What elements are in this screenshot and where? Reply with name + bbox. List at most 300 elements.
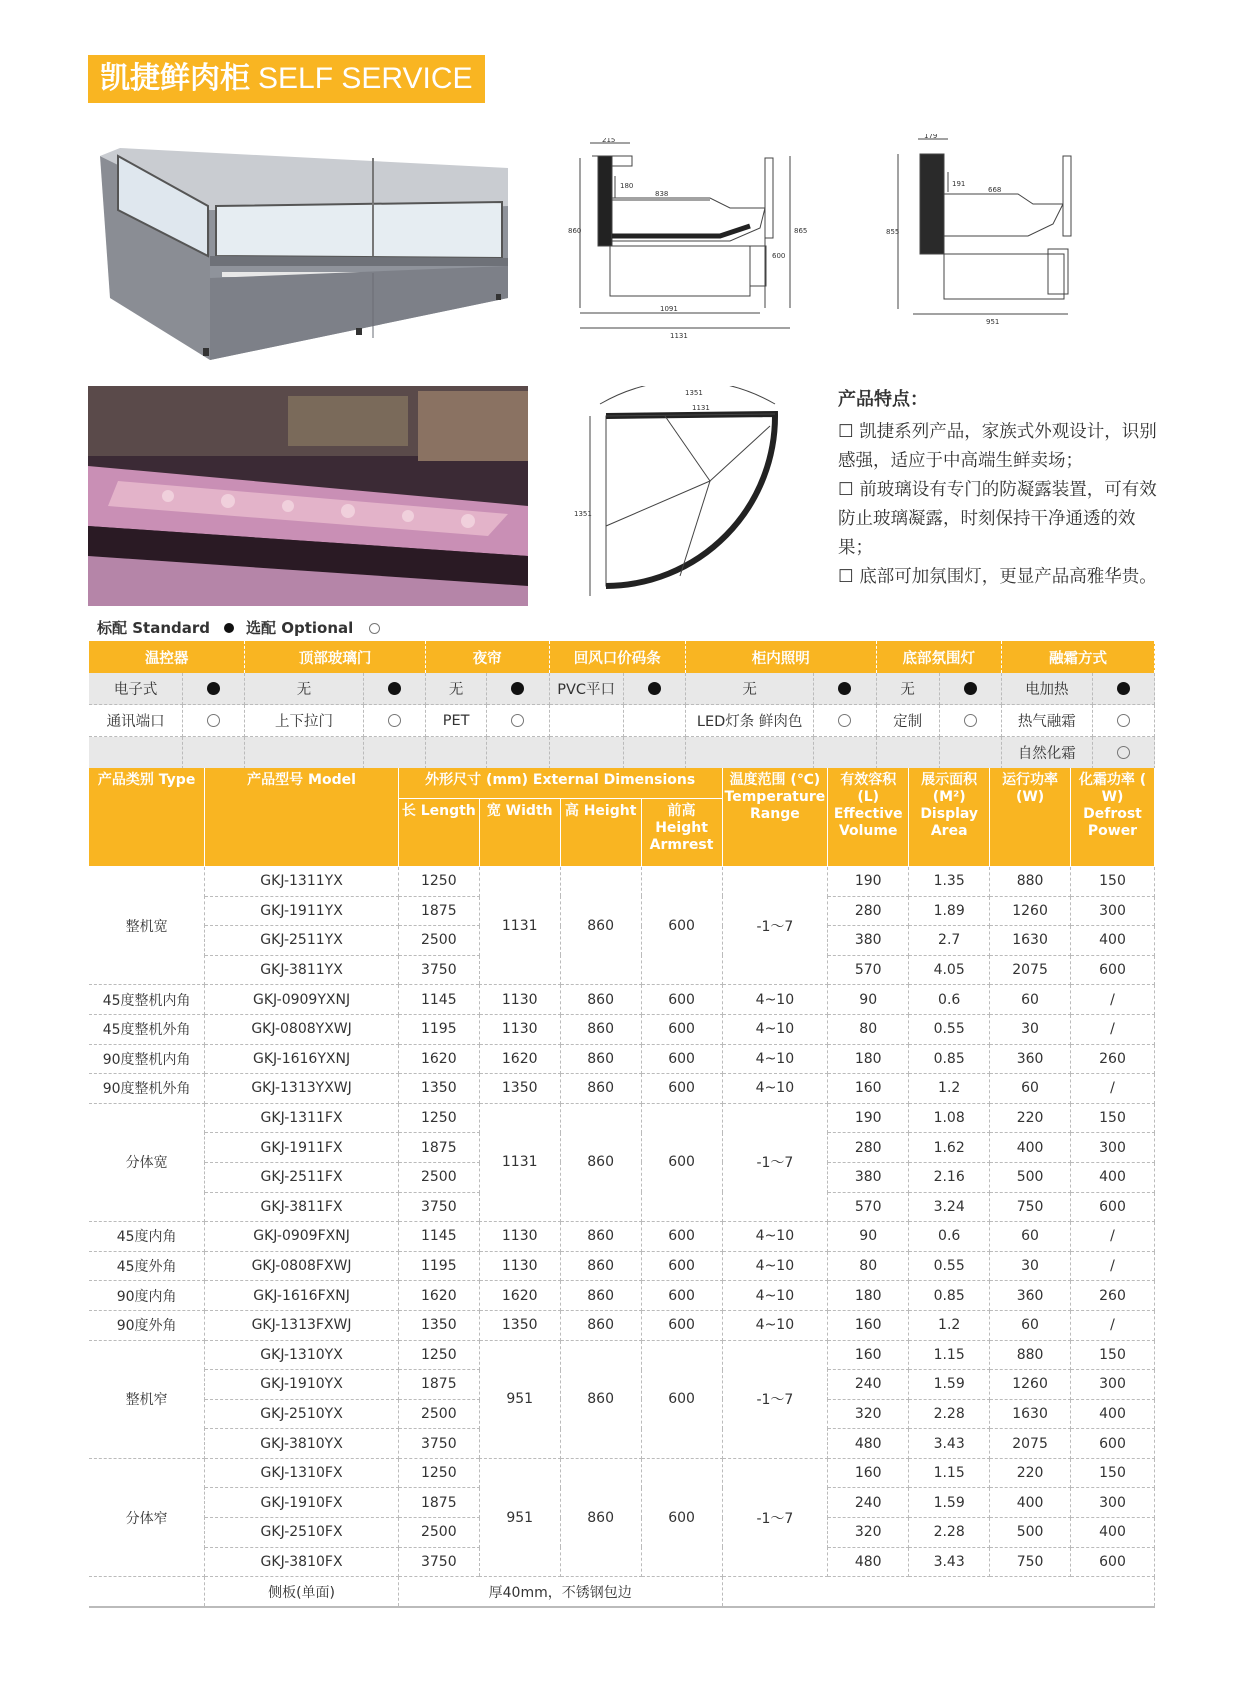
cell-volume: 380: [828, 1162, 909, 1192]
section-drawing-narrow: [868, 134, 1118, 339]
page-title: [88, 55, 485, 103]
cell-height: 860: [560, 1044, 641, 1074]
cell-model: GKJ-3811FX: [205, 1192, 399, 1222]
optional-dot-icon: [511, 714, 524, 727]
cell-armrest: 600: [641, 985, 722, 1015]
col-header-height: 高 Height: [560, 799, 641, 867]
cell-temp: -1～7: [722, 1458, 828, 1576]
cell-model: GKJ-2511FX: [205, 1162, 399, 1192]
col-header-defrost: 化霜功率 ( W) Defrost Power: [1070, 768, 1154, 867]
cell-temp: -1～7: [722, 1340, 828, 1458]
cell-power: 750: [990, 1192, 1071, 1222]
cell-power: 1630: [990, 926, 1071, 956]
cell-footer-value: 厚40mm，不锈钢包边: [398, 1577, 722, 1607]
cell-blank: [89, 1577, 205, 1607]
cell-armrest: 600: [641, 1251, 722, 1281]
cell-width: 1620: [479, 1281, 560, 1311]
cell-model: GKJ-1310FX: [205, 1458, 399, 1488]
cell-length: 1195: [398, 1251, 479, 1281]
option-value: LED灯条 鲜肉色: [685, 705, 813, 737]
cell-length: 2500: [398, 1399, 479, 1429]
cell-armrest: 600: [641, 1281, 722, 1311]
cell-width: 1350: [479, 1074, 560, 1104]
cell-height: 860: [560, 1281, 641, 1311]
cell-area: 0.55: [909, 1251, 990, 1281]
option-value: 无: [685, 673, 813, 705]
cell-area: 1.2: [909, 1310, 990, 1340]
cell-model: GKJ-0909YXNJ: [205, 985, 399, 1015]
cell-defrost: 150: [1070, 1458, 1154, 1488]
option-marker: [487, 705, 549, 737]
dim-label: 179: [924, 134, 938, 140]
cell-volume: 280: [828, 896, 909, 926]
option-header: 夜帘: [425, 641, 549, 673]
option-marker: [183, 737, 245, 769]
cell-armrest: 600: [641, 1458, 722, 1576]
option-value: 无: [425, 673, 486, 705]
option-marker: [363, 673, 425, 705]
cell-defrost: 150: [1070, 867, 1154, 897]
legend: [97, 617, 380, 638]
table-row-footer: [89, 1577, 1155, 1607]
cell-power: 30: [990, 1251, 1071, 1281]
col-header-width: 宽 Width: [479, 799, 560, 867]
cell-area: 3.24: [909, 1192, 990, 1222]
dim-label: 865: [794, 227, 808, 235]
cell-power: 60: [990, 985, 1071, 1015]
cell-type: 90度整机外角: [89, 1074, 205, 1104]
col-header-type: 产品类别 Type: [89, 768, 205, 867]
cell-power: 880: [990, 867, 1071, 897]
cell-defrost: 600: [1070, 1547, 1154, 1577]
cell-length: 3750: [398, 1192, 479, 1222]
cell-area: 2.16: [909, 1162, 990, 1192]
cell-height: 860: [560, 985, 641, 1015]
cell-volume: 80: [828, 1251, 909, 1281]
cell-width: 1620: [479, 1044, 560, 1074]
standard-dot-icon: [1117, 682, 1130, 695]
cell-volume: 80: [828, 1014, 909, 1044]
cell-defrost: 150: [1070, 1103, 1154, 1133]
table-row: [89, 1014, 1155, 1044]
option-value: 自然化霜: [1001, 737, 1092, 769]
cell-width: 1131: [479, 1103, 560, 1221]
legend-optional-label: 选配 Optional: [246, 619, 354, 637]
cell-defrost: 400: [1070, 926, 1154, 956]
cell-area: 1.59: [909, 1370, 990, 1400]
dim-label: 1131: [670, 332, 688, 340]
cell-length: 1350: [398, 1310, 479, 1340]
cell-armrest: 600: [641, 1044, 722, 1074]
cell-power: 750: [990, 1547, 1071, 1577]
table-row: [89, 1281, 1155, 1311]
option-marker: [183, 673, 245, 705]
cell-model: GKJ-1313FXWJ: [205, 1310, 399, 1340]
dim-label: 215: [602, 138, 616, 144]
cell-temp: -1～7: [722, 1103, 828, 1221]
option-header: 温控器: [89, 641, 245, 673]
cell-area: 0.85: [909, 1044, 990, 1074]
cell-defrost: 300: [1070, 1370, 1154, 1400]
hollow-dot-icon: [369, 623, 380, 634]
cell-length: 1875: [398, 1133, 479, 1163]
cell-volume: 280: [828, 1133, 909, 1163]
cell-height: 860: [560, 1074, 641, 1104]
cell-volume: 380: [828, 926, 909, 956]
cell-power: 360: [990, 1044, 1071, 1074]
cell-model: GKJ-1310YX: [205, 1340, 399, 1370]
optional-dot-icon: [207, 714, 220, 727]
cell-volume: 180: [828, 1281, 909, 1311]
cell-volume: 240: [828, 1488, 909, 1518]
cell-area: 0.6: [909, 985, 990, 1015]
col-header-armrest: 前高 Height Armrest: [641, 799, 722, 867]
cell-defrost: /: [1070, 1222, 1154, 1252]
cell-power: 1630: [990, 1399, 1071, 1429]
option-header: 融霜方式: [1001, 641, 1154, 673]
cell-defrost: 400: [1070, 1162, 1154, 1192]
optional-dot-icon: [964, 714, 977, 727]
col-header-power: 运行功率 (W): [990, 768, 1071, 867]
option-value: [549, 737, 623, 769]
option-value: [245, 737, 363, 769]
standard-dot-icon: [648, 682, 661, 695]
option-row: [89, 705, 1155, 737]
table-row: [89, 1103, 1155, 1133]
cell-width: 1130: [479, 985, 560, 1015]
cell-width: 1130: [479, 1014, 560, 1044]
cell-defrost: /: [1070, 1310, 1154, 1340]
option-row: [89, 673, 1155, 705]
cell-volume: 190: [828, 867, 909, 897]
option-marker: [1092, 705, 1154, 737]
option-marker: [814, 737, 876, 769]
cell-armrest: 600: [641, 1074, 722, 1104]
cell-temp: 4~10: [722, 1281, 828, 1311]
cell-armrest: 600: [641, 1310, 722, 1340]
table-row: [89, 1310, 1155, 1340]
filled-dot-icon: [224, 623, 234, 633]
cell-area: 0.85: [909, 1281, 990, 1311]
dim-label: 1131: [692, 404, 710, 412]
dim-label: 838: [655, 190, 669, 198]
cell-model: GKJ-1313YXWJ: [205, 1074, 399, 1104]
cell-volume: 160: [828, 1074, 909, 1104]
option-marker: [183, 705, 245, 737]
cell-armrest: 600: [641, 1103, 722, 1221]
cell-model: GKJ-0808FXWJ: [205, 1251, 399, 1281]
cell-model: GKJ-1311FX: [205, 1103, 399, 1133]
option-value: [89, 737, 183, 769]
option-marker: [363, 737, 425, 769]
cell-height: 860: [560, 1014, 641, 1044]
cell-volume: 90: [828, 1222, 909, 1252]
col-header-length: 长 Length: [398, 799, 479, 867]
option-value: PET: [425, 705, 486, 737]
cell-volume: 570: [828, 1192, 909, 1222]
cell-width: 1350: [479, 1310, 560, 1340]
table-row: [89, 1251, 1155, 1281]
cell-power: 500: [990, 1518, 1071, 1548]
cell-length: 1250: [398, 1103, 479, 1133]
cell-power: 360: [990, 1281, 1071, 1311]
cell-model: GKJ-1910YX: [205, 1370, 399, 1400]
cell-type: 45度整机外角: [89, 1014, 205, 1044]
cell-model: GKJ-2511YX: [205, 926, 399, 956]
cell-model: GKJ-1911FX: [205, 1133, 399, 1163]
cell-power: 500: [990, 1162, 1071, 1192]
option-header: 顶部玻璃门: [245, 641, 425, 673]
col-header-volume: 有效容积 (L) Effective Volume: [828, 768, 909, 867]
dim-label: 600: [772, 252, 786, 260]
cell-model: GKJ-3810YX: [205, 1429, 399, 1459]
cell-width: 951: [479, 1340, 560, 1458]
cell-area: 2.28: [909, 1518, 990, 1548]
dim-label: 1091: [660, 305, 678, 313]
cell-type: 90度整机内角: [89, 1044, 205, 1074]
cell-width: 1130: [479, 1251, 560, 1281]
cell-type: 45度整机内角: [89, 985, 205, 1015]
features-title: 产品特点：: [838, 389, 928, 410]
standard-dot-icon: [388, 682, 401, 695]
cell-area: 1.62: [909, 1133, 990, 1163]
cell-power: 220: [990, 1458, 1071, 1488]
cell-model: GKJ-1910FX: [205, 1488, 399, 1518]
cell-height: 860: [560, 1310, 641, 1340]
option-value: 定制: [876, 705, 939, 737]
cell-height: 860: [560, 1458, 641, 1576]
cell-power: 400: [990, 1133, 1071, 1163]
cell-temp: 4~10: [722, 985, 828, 1015]
cell-power: 30: [990, 1014, 1071, 1044]
cell-footer-label: 侧板(单面): [205, 1577, 399, 1607]
cell-area: 0.6: [909, 1222, 990, 1252]
cell-type: 整机宽: [89, 867, 205, 985]
option-marker: [814, 673, 876, 705]
optional-dot-icon: [1117, 714, 1130, 727]
option-value: [876, 737, 939, 769]
cell-model: GKJ-1311YX: [205, 867, 399, 897]
standard-dot-icon: [838, 682, 851, 695]
table-row: [89, 985, 1155, 1015]
cell-length: 1875: [398, 896, 479, 926]
cell-height: 860: [560, 1340, 641, 1458]
table-row: [89, 1074, 1155, 1104]
dim-label: 855: [886, 228, 900, 236]
cell-width: 951: [479, 1458, 560, 1576]
cell-power: 220: [990, 1103, 1071, 1133]
cell-defrost: 300: [1070, 1488, 1154, 1518]
corner-plan-drawing: [570, 386, 785, 601]
cell-length: 1195: [398, 1014, 479, 1044]
store-photo: [88, 386, 528, 606]
option-value: [685, 737, 813, 769]
cell-volume: 160: [828, 1340, 909, 1370]
cell-model: GKJ-0909FXNJ: [205, 1222, 399, 1252]
cell-volume: 480: [828, 1547, 909, 1577]
cell-area: 3.43: [909, 1547, 990, 1577]
cell-defrost: 400: [1070, 1399, 1154, 1429]
cell-height: 860: [560, 1251, 641, 1281]
cell-defrost: /: [1070, 1251, 1154, 1281]
option-value: 上下拉门: [245, 705, 363, 737]
table-row: [89, 1340, 1155, 1370]
dim-label: 1351: [685, 389, 703, 397]
option-marker: [1092, 737, 1154, 769]
feature-item: ☐ 凯捷系列产品，家族式外观设计，识别感强，适应于中高端生鲜卖场；: [838, 422, 1157, 471]
feature-item: ☐ 底部可加氛围灯，更显产品高雅华贵。: [838, 567, 1157, 587]
dim-label: 668: [988, 186, 1002, 194]
option-value: 通讯端口: [89, 705, 183, 737]
cell-defrost: 260: [1070, 1281, 1154, 1311]
dim-label: 951: [986, 318, 1000, 326]
option-value: 热气融霜: [1001, 705, 1092, 737]
cell-armrest: 600: [641, 867, 722, 985]
cell-height: 860: [560, 867, 641, 985]
cell-area: 2.7: [909, 926, 990, 956]
cell-model: GKJ-3810FX: [205, 1547, 399, 1577]
option-value: [425, 737, 486, 769]
cell-power: 880: [990, 1340, 1071, 1370]
table-row: [89, 1044, 1155, 1074]
cell-temp: 4~10: [722, 1014, 828, 1044]
cell-length: 1875: [398, 1488, 479, 1518]
cell-width: 1130: [479, 1222, 560, 1252]
option-marker: [623, 673, 685, 705]
option-value: PVC平口: [549, 673, 623, 705]
cell-model: GKJ-2510YX: [205, 1399, 399, 1429]
cell-length: 3750: [398, 955, 479, 985]
optional-dot-icon: [1117, 746, 1130, 759]
table-row: [89, 1458, 1155, 1488]
option-marker: [487, 737, 549, 769]
product-features: [838, 385, 1168, 592]
cell-area: 1.15: [909, 1340, 990, 1370]
option-header: 回风口价码条: [549, 641, 685, 673]
option-row: [89, 737, 1155, 769]
cell-area: 2.28: [909, 1399, 990, 1429]
dim-label: 860: [568, 227, 582, 235]
cell-length: 2500: [398, 1162, 479, 1192]
cell-length: 1350: [398, 1074, 479, 1104]
option-value: 电子式: [89, 673, 183, 705]
cell-defrost: 300: [1070, 1133, 1154, 1163]
cell-area: 1.35: [909, 867, 990, 897]
cell-length: 3750: [398, 1547, 479, 1577]
option-marker: [939, 705, 1001, 737]
cell-model: GKJ-2510FX: [205, 1518, 399, 1548]
cell-volume: 160: [828, 1458, 909, 1488]
dim-label: 191: [952, 180, 966, 188]
legend-standard-label: 标配 Standard: [97, 619, 210, 637]
col-header-model: 产品型号 Model: [205, 768, 399, 867]
cell-height: 860: [560, 1222, 641, 1252]
cell-volume: 480: [828, 1429, 909, 1459]
cell-length: 1145: [398, 1222, 479, 1252]
option-value: 电加热: [1001, 673, 1092, 705]
cell-model: GKJ-3811YX: [205, 955, 399, 985]
optional-dot-icon: [388, 714, 401, 727]
cell-defrost: /: [1070, 1074, 1154, 1104]
cell-model: GKJ-1911YX: [205, 896, 399, 926]
product-image: [98, 148, 516, 368]
cell-length: 1620: [398, 1281, 479, 1311]
cell-volume: 160: [828, 1310, 909, 1340]
cell-power: 1260: [990, 896, 1071, 926]
cell-length: 1250: [398, 1340, 479, 1370]
cell-armrest: 600: [641, 1340, 722, 1458]
cell-type: 90度外角: [89, 1310, 205, 1340]
cell-power: 2075: [990, 1429, 1071, 1459]
cell-model: GKJ-1616FXNJ: [205, 1281, 399, 1311]
cell-power: 400: [990, 1488, 1071, 1518]
options-table: [89, 641, 1155, 769]
option-header: 底部氛围灯: [876, 641, 1001, 673]
cell-volume: 190: [828, 1103, 909, 1133]
cell-volume: 90: [828, 985, 909, 1015]
cell-defrost: /: [1070, 985, 1154, 1015]
option-marker: [1092, 673, 1154, 705]
cell-defrost: 150: [1070, 1340, 1154, 1370]
option-value: [549, 705, 623, 737]
cell-blank: [722, 1577, 1154, 1607]
option-value: 无: [245, 673, 363, 705]
cell-power: 60: [990, 1222, 1071, 1252]
standard-dot-icon: [964, 682, 977, 695]
cell-length: 3750: [398, 1429, 479, 1459]
cell-type: 90度内角: [89, 1281, 205, 1311]
cell-power: 60: [990, 1310, 1071, 1340]
cell-defrost: 300: [1070, 896, 1154, 926]
cell-defrost: 400: [1070, 1518, 1154, 1548]
cell-armrest: 600: [641, 1222, 722, 1252]
cell-type: 分体窄: [89, 1458, 205, 1576]
cell-armrest: 600: [641, 1014, 722, 1044]
cell-length: 2500: [398, 1518, 479, 1548]
cell-area: 1.89: [909, 896, 990, 926]
cell-model: GKJ-0808YXWJ: [205, 1014, 399, 1044]
cell-length: 1145: [398, 985, 479, 1015]
cell-type: 45度内角: [89, 1222, 205, 1252]
option-marker: [623, 737, 685, 769]
col-header-dimensions: 外形尺寸 (mm) External Dimensions: [398, 768, 722, 799]
table-row: [89, 867, 1155, 897]
cell-area: 0.55: [909, 1014, 990, 1044]
cell-area: 4.05: [909, 955, 990, 985]
cell-temp: 4~10: [722, 1310, 828, 1340]
cell-length: 1620: [398, 1044, 479, 1074]
cell-length: 1250: [398, 1458, 479, 1488]
standard-dot-icon: [511, 682, 524, 695]
cell-defrost: /: [1070, 1014, 1154, 1044]
cell-area: 1.15: [909, 1458, 990, 1488]
cell-length: 1250: [398, 867, 479, 897]
option-marker: [623, 705, 685, 737]
cell-type: 45度外角: [89, 1251, 205, 1281]
cell-volume: 240: [828, 1370, 909, 1400]
standard-dot-icon: [207, 682, 220, 695]
cell-width: 1131: [479, 867, 560, 985]
option-header: 柜内照明: [685, 641, 876, 673]
cell-temp: 4~10: [722, 1044, 828, 1074]
cell-area: 1.59: [909, 1488, 990, 1518]
cell-defrost: 260: [1070, 1044, 1154, 1074]
cell-volume: 180: [828, 1044, 909, 1074]
cell-length: 1875: [398, 1370, 479, 1400]
dim-label: 180: [620, 182, 634, 190]
option-value: 无: [876, 673, 939, 705]
cell-area: 3.43: [909, 1429, 990, 1459]
